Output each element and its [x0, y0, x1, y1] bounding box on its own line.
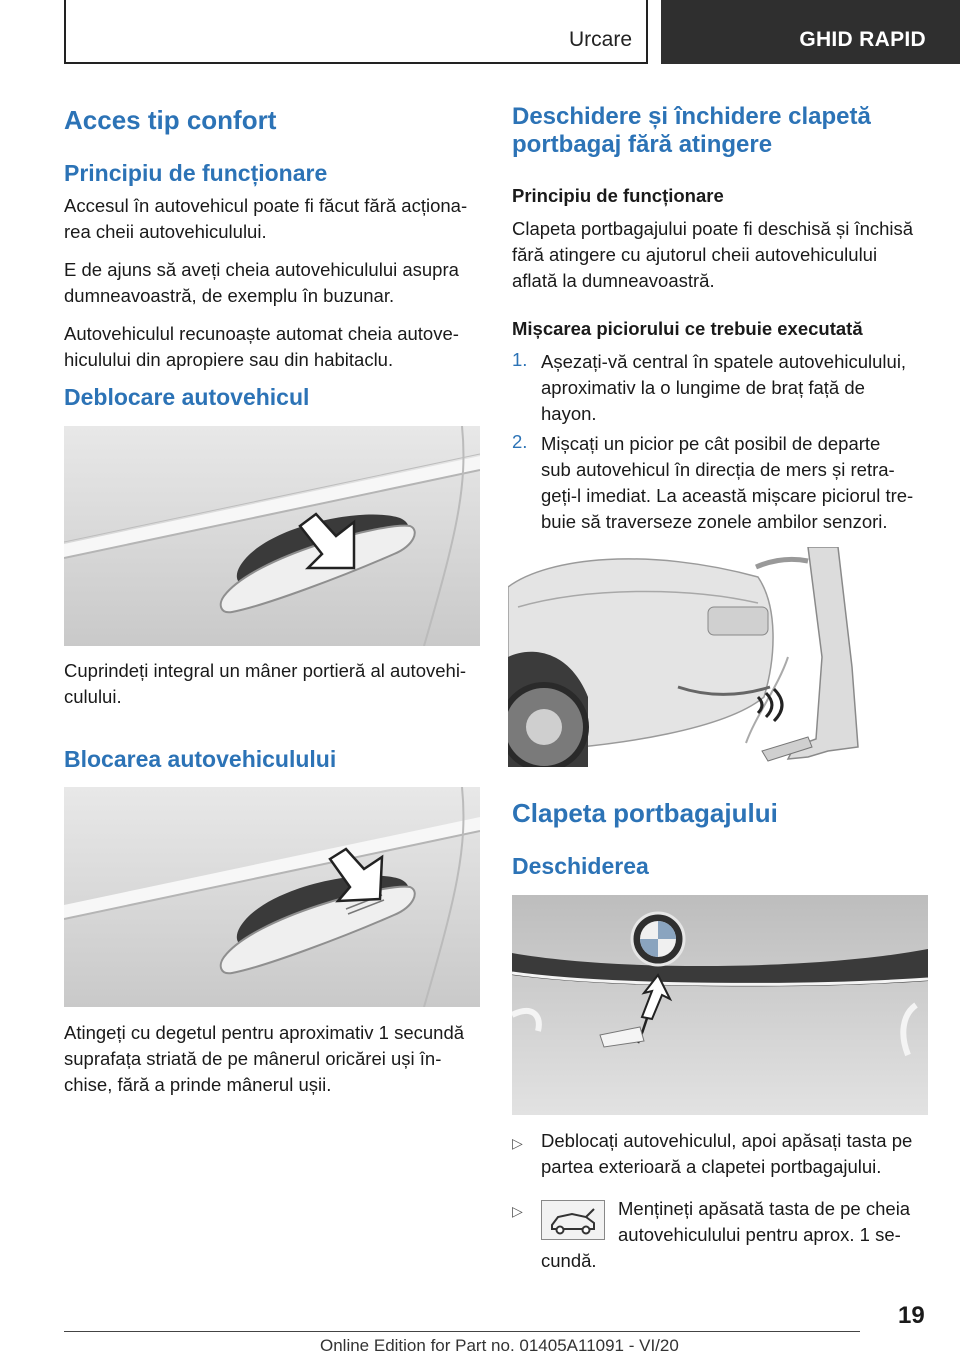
footer-divider [64, 1331, 860, 1332]
text-line: dumneavoastră, de exemplu în buzunar. [64, 285, 395, 306]
header-section-box [64, 0, 648, 64]
header-section-label: Urcare [568, 28, 632, 51]
text-line: Mențineți apăsată tasta de pe cheia [618, 1198, 911, 1219]
text-line: hayon. [541, 403, 597, 424]
lock-instruction [64, 1020, 484, 1098]
trunk-button-image [512, 895, 928, 1115]
step-1-number: 1. [512, 349, 528, 370]
unlock-instruction [64, 658, 484, 710]
text-line: Atingeți cu degetul pentru aproximativ 1 secundă [64, 1022, 465, 1043]
heading-trunk-lid: Clapeta portbagajului [512, 798, 778, 828]
text-line: geți-l imediat. La această mișcare piciorul tre- [541, 485, 914, 506]
text-line: Mișcați un picior pe cât posibil de departe [541, 433, 881, 454]
tailgate-principle-text [512, 216, 932, 294]
section-title-comfort-access: Acces tip confort [64, 105, 277, 135]
text-line: autovehiculului pentru aprox. 1 se- [618, 1224, 901, 1245]
text-line: buie să traverseze zonele ambilor senzori. [541, 511, 888, 532]
header-chapter-label: GHID RAPID [799, 28, 926, 51]
step-2-number: 2. [512, 431, 528, 452]
heading-foot-movement: Mișcarea piciorului ce trebuie executată [512, 318, 863, 339]
door-handle-unlock-image [64, 426, 480, 646]
text-line: hiculului din apropiere sau din habitaclu. [64, 349, 394, 370]
text-line: Deblocați autovehiculul, apoi apăsați tasta pe [541, 1130, 913, 1151]
text-line: fără atingere cu ajutorul cheii autovehiculului [512, 244, 878, 265]
bullet-2-continuation [541, 1248, 597, 1274]
text-line: partea exterioară a clapetei portbagajului. [541, 1156, 882, 1177]
text-line: chise, fără a prinde mânerul ușii. [64, 1074, 332, 1095]
foot-sensor-illustration [508, 547, 864, 767]
text-line: sub autovehicul în direcția de mers și retra- [541, 459, 895, 480]
text-line: Clapeta portbagajului poate fi deschisă și închisă [512, 218, 914, 239]
header-chapter-tab[interactable] [661, 0, 960, 64]
heading-unlock-vehicle: Deblocare autovehicul [64, 384, 310, 410]
heading-principle: Principiu de funcționare [64, 160, 328, 186]
bullet-triangle-icon: ▷ [512, 1135, 523, 1151]
text-line: aflată la dumneavoastră. [512, 270, 715, 291]
section-title-touchless-tailgate [512, 103, 871, 159]
heading-opening: Deschiderea [512, 853, 649, 879]
bullet-1-text [541, 1128, 931, 1180]
footer-edition: Online Edition for Part no. 01405A11091 - VI/20 [320, 1336, 679, 1355]
heading-lock-vehicle: Blocarea autovehiculului [64, 746, 337, 772]
bullet-2-text [618, 1196, 928, 1248]
text-line: E de ajuns să aveți cheia autovehiculului asupra [64, 259, 459, 280]
page-number: 19 [898, 1302, 925, 1329]
title-line: Deschidere și închidere clapetă [512, 103, 871, 130]
car-key-trunk-button-icon [541, 1200, 605, 1240]
heading-principle-right: Principiu de funcționare [512, 185, 724, 206]
text-line: Accesul în autovehicul poate fi făcut fără acționa- [64, 195, 468, 216]
text-line: cundă. [541, 1250, 597, 1271]
text-line: Cuprindeți integral un mâner portieră al autovehi- [64, 660, 467, 681]
text-line: culului. [64, 686, 122, 707]
door-handle-lock-image [64, 787, 480, 1007]
step-2-text [541, 431, 931, 535]
title-line: portbagaj fără atingere [512, 131, 773, 158]
text-line: Așezați-vă central în spatele autovehiculului, [541, 351, 907, 372]
text-line: rea cheii autovehiculului. [64, 221, 267, 242]
text-line: Autovehiculul recunoaște automat cheia autove- [64, 323, 459, 344]
step-1-text [541, 349, 931, 427]
bullet-triangle-icon: ▷ [512, 1203, 523, 1219]
text-line: suprafața striată de pe mânerul oricărei uși în- [64, 1048, 442, 1069]
principle-text [64, 193, 484, 373]
text-line: aproximativ la o lungime de braț față de [541, 377, 865, 398]
